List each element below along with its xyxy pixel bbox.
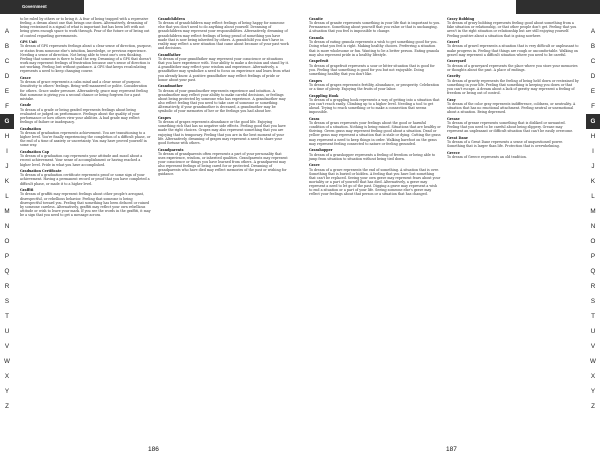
dictionary-entry (158, 17, 290, 50)
entry-body: To dream of grease represents something that is disliked or unwanted. Feeling that you need to be careful about being slippery. Grease may represent an unpleasant or difficult situation that can't be easily overcome. (447, 120, 574, 134)
entry-body: To dream of granite represents something in your life that is important to you. Permanence. Something about yourself that you value or that is unchanging. A situation that you feel is impossible to change. (309, 21, 441, 34)
entry-heading: Grapes (309, 78, 322, 83)
index-letter: U (590, 328, 596, 335)
dictionary-entry (20, 169, 152, 186)
dictionary-entry (447, 117, 579, 134)
dictionary-entry (309, 148, 441, 160)
index-letter: D (4, 73, 10, 80)
index-letter: S (590, 298, 596, 305)
index-letter: O (590, 238, 596, 245)
entry-body: To dream of grace represents a calm mind and a clear sense of purpose. Sensitivity to others' feelings. Being well-mannered or polite. Consideration for others. Grace under pressure. Alternatively, grace may represent feeling that someone is giving you a second chance or being forgiven for a past mistake. (20, 80, 148, 101)
dictionary-entry (447, 17, 579, 38)
entry-heading: Graffiti (20, 188, 34, 193)
entry-body: to be ruled by others or to bring it. A fear of being trapped with a repressive feeling, a dream about one that brings one down. Alternatively, dreaming of being restrained is a signal of what is important but has been left with not being given enough space to work through. Fear of the future or of being out of control regarding governments. (20, 17, 150, 38)
alphabet-index-left (0, 24, 14, 414)
entry-body: To dream of eating granola represents a wish to get something good for you. Doing what you feel is right. Making healthy choices. Preferring a situation that is more wholesome or fun. Wanting to be a better person. Eating granola may also represent pride in a healthy lifestyle. (309, 40, 440, 57)
dictionary-entry (20, 150, 152, 167)
index-letter: X (4, 373, 10, 380)
index-letter: S (4, 298, 10, 305)
entry-body: To dream of grandchildren may reflect feelings of being happy for someone else that you don't need to do anything about yourself. Dreaming of grandchildren may represent your responsibilities. Alternatively, dreaming of grandchildren may reflect feelings of being proud of something you have made that is now being inherited by others. A grandchild you don't have in reality may reflect a new situation that came about because of your past work and decisions. (158, 21, 289, 51)
entry-body: To dream of grapes represents fertility, abundance, or prosperity. Celebration or a time of plenty. Enjoying the fruits of your labor. (309, 82, 440, 91)
entry-body: To dream of a graduation certificate represents proof or some sign of your achievement. Having a permanent record or proof that you have completed a difficult phase, or made it to a higher level. (20, 173, 150, 186)
section-header: Government (0, 0, 84, 14)
entry-body: To dream of your grandfather may represent your conscience or situations that you have experience with. Your ability to make a decision and stand by it. A grandfather may reflect your wisdom and experience. Alternatively, a grandfather may symbolize a need to focus on experience and learn from what you already know. A positive grandfather may reflect feelings of pride or honor about your past. (158, 56, 290, 82)
dictionary-entry (309, 17, 441, 34)
index-letter: Y (590, 388, 596, 395)
entry-heading: Grandmother (158, 84, 183, 89)
entry-heading: Grapefruit (309, 59, 329, 64)
index-letter: O (4, 238, 10, 245)
index-letter: T (591, 313, 595, 320)
entry-heading: GPS Unit (20, 40, 37, 45)
entry-heading: Greece (447, 150, 460, 155)
index-letter: E (4, 88, 10, 95)
entry-body: To dream of graduation represents achievement. You are transitioning to a higher level. You're finally experiencing the completion of a difficult phase, or the end of a time of anxiety or uncertainty. You may have proved yourself in some way. (20, 130, 151, 148)
dictionary-entry (20, 127, 152, 148)
text-column-2 (158, 17, 290, 179)
text-column-4 (447, 17, 579, 162)
index-letter: W (4, 358, 10, 365)
entry-body: To dream of Greece represents an old tradition. (447, 155, 527, 160)
entry-heading: Gray (447, 97, 456, 102)
entry-body: To dream of a graduation cap represents your attitude and mood about a recent achievement. Your sense of accomplishment or having reached a higher level. Pride in what you have accomplished. (20, 154, 143, 167)
entry-heading: Grave (309, 163, 320, 168)
entry-body: To dream of the color gray represents indifference, coldness, or neutrality. A situation that has no emotional attachment. Feeling neutral or unemotional about a situation. Being depressed. (447, 101, 576, 115)
index-letter: V (590, 343, 596, 350)
entry-heading: Grandparents (158, 147, 184, 152)
index-letter: F (591, 103, 595, 110)
entry-body: To dream of grapes represents abundance or the good life. Enjoying something rich that has no negative side effects. Feeling good that you have made the right choices. Grapes may also represent something that you are enjoying that is temporary. Feeling that you are in the best moment of your life. Alternatively, dreaming of grapes may represent a need to share your good fortune with others. (158, 120, 286, 145)
index-letter: M (590, 208, 596, 215)
entry-heading: Grease (447, 116, 460, 121)
entry-body: To dream of gravy bobbing represents feeling good about something from a fake situation or relationship, or that other people don't get. Feeling that you aren't in the right situation or relationship but are still enjoying yourself. Feeling positive about a situation that is going nowhere. (447, 21, 577, 38)
dictionary-entry (158, 148, 290, 177)
entry-heading: Grace (20, 76, 31, 81)
entry-heading: Gravity (447, 74, 461, 79)
entry-heading: Granite (309, 17, 323, 21)
index-letter: A (590, 28, 596, 35)
dictionary-entry (20, 103, 152, 124)
index-letter: J (591, 163, 595, 170)
alphabet-index-right (586, 24, 600, 414)
entry-body: To dream of gravity represents the feeling of being held down or restrained by something in your life. Feeling that something is keeping you down or that you can't escape. A dream about a lack of gravity may represent a feeling of freedom or being out of control. (447, 78, 579, 95)
entry-heading: Grasshopper (309, 148, 333, 153)
entry-body: To dream of a graveyard represents the place where you store your memories or thoughts about the past. A place of endings. (447, 63, 578, 72)
index-letter: D (590, 73, 596, 80)
index-letter: A (4, 28, 10, 35)
entry-body: To dream of gravel represents a situation that is very difficult or unpleasant to make progress in. Feeling that things are rough or uncomfortable. Walking on gravel may represent a difficult situation where you need to be careful. (447, 44, 579, 57)
index-letter: C (590, 58, 596, 65)
dictionary-entry (309, 36, 441, 57)
index-letter: L (5, 193, 9, 200)
entry-heading: Graduation (20, 126, 41, 131)
entry-body: To dream of GPS represents feelings about a clear sense of direction, purpose, or status from someone else's intuition, knowledge, or previous experience. Needing a sense of direction. Not being able to trust one's own thinking. Feeling that someone is there to lead the way. Dreaming of a GPS that doesn't work may represent feelings of frustration because one's sense of direction is not working. Feeling lost without guidance. A GPS that keeps recalculating represents a need to keep changing course. (20, 44, 152, 74)
entry-body: To dream of grass represents your feelings about the good or harmful condition of a situation. Nothing is being ruined. Situations that are healthy or thriving. Green grass may represent feeling good about a situation. Dead or yellow grass may represent a situation that is stale or dying. Cutting the grass may represent a need to keep things in order. Walking barefoot on the grass may represent feeling connected to nature or feeling grounded. (309, 120, 441, 146)
index-letter: W (590, 358, 596, 365)
entry-body: To dream of a grappling hook represents a way of getting into a situation that you can't reach easily. Climbing up to a higher level. Needing a tool to get ahead. Trying to reach something or to make a connection that seems impossible. (309, 97, 440, 115)
dictionary-entry (309, 79, 441, 91)
entry-body: To dream of a grave represents the end of something. A situation that is over. Something that is buried or hidden. A feeling that you have lost something that can't be replaced. Seeing your own grave may represent fears about your mortality or a part of yourself that has died. Alternatively, a grave may represent a need to let go of the past. Digging a grave may represent a wish to end a situation or a part of your life. Seeing someone else's grave may reflect your feelings about that person or a situation that has changed. (309, 167, 441, 197)
dictionary-entry (309, 94, 441, 115)
index-letter: H (4, 133, 10, 140)
index-letter: J (5, 163, 9, 170)
index-letter: X (590, 373, 596, 380)
entry-body: To dream of a grasshopper represents a feeling of freedom or being able to jump from situation to situation without being tied down. (309, 152, 436, 161)
index-letter: C (4, 58, 10, 65)
text-column-1 (20, 17, 152, 220)
entry-body: To dream of grandparents often represents a part of your personality that uses experience, wisdom, or inherited qualities. Grandparents may represent your conscience or things you have learned from others. A grandparent may also represent feelings of being cared for or protected. Dreaming of grandparents who have died may reflect memories of the past or wishing for guidance. (158, 151, 288, 177)
entry-body: To dream of graffiti may represent feelings about other people's arrogant, disrespectful, or rebellious behavior. Feeling that someone is being disrespectful toward you. Feeling that something has been defaced or ruined by someone careless. Alternatively, graffiti may reflect your own rebellious attitude or wish to leave your mark. If you see the words in the graffiti, it may be a sign that you need to get a message across. (20, 192, 151, 218)
dictionary-entry (20, 17, 152, 38)
entry-heading: Grappling Hook (309, 93, 339, 98)
index-letter: N (4, 223, 10, 230)
entry-body: To dream of your grandmother represents experience and intuition. A grandmother may reflect your ability to make careful decisions, or feelings about being protected by someone who has experience. A grandmother may also reflect feeling that you need to take care of someone or something. Alternatively, if your grandmother is deceased, a grandmother may be symbolic of your memories of her or the feelings you had about her. (158, 88, 286, 114)
entry-heading: Grass (309, 116, 320, 121)
index-letter: Q (4, 268, 10, 275)
index-letter: L (591, 193, 595, 200)
index-letter: G (0, 114, 14, 129)
dictionary-entry (447, 74, 579, 95)
index-letter: K (590, 178, 596, 185)
entry-heading: Granola (309, 36, 324, 41)
index-letter: R (590, 283, 596, 290)
dictionary-entry (309, 117, 441, 146)
entry-heading: Grade (20, 103, 32, 108)
entry-heading: Graduation Cap (20, 150, 50, 155)
index-letter: H (590, 133, 596, 140)
entry-body: To dream of a Great Dane represents a sense of unquestioned power. Something that is larger than life. Protection that is overwhelming. (447, 140, 563, 149)
section-header-right (516, 0, 600, 14)
entry-body: To dream of a grade or being graded represents feelings about being evaluated or judged on performance. Feelings about the quality of your performance or how others view your abilities. A bad grade may reflect feelings of failure or inadequacy. (20, 107, 140, 125)
index-letter: K (4, 178, 10, 185)
index-letter: G (586, 114, 600, 129)
dictionary-entry (20, 188, 152, 217)
index-letter: B (590, 43, 596, 50)
index-letter: T (5, 313, 9, 320)
entry-body: To dream of grapefruit represents a sour or bitter situation that is good for you. Feeling that something is good for you but not enjoyable. Doing something healthy that you don't like. (309, 63, 435, 76)
dictionary-entry (447, 59, 579, 71)
dictionary-entry (20, 40, 152, 73)
index-letter: V (4, 343, 10, 350)
page-number-right: 187 (446, 446, 457, 453)
entry-heading: Graveyard (447, 59, 466, 64)
index-letter: Y (4, 388, 10, 395)
entry-heading: Great Dane (447, 135, 468, 140)
index-letter: P (4, 253, 10, 260)
index-letter: Z (591, 403, 595, 410)
index-letter: E (590, 88, 596, 95)
index-letter: I (6, 148, 8, 155)
entry-heading: Grandfather (158, 52, 181, 57)
page-number-left: 186 (148, 446, 159, 453)
dictionary-entry (158, 116, 290, 145)
entry-heading: Grandchildren (158, 17, 185, 21)
dictionary-entry (158, 53, 290, 82)
index-letter: F (5, 103, 9, 110)
dictionary-entry (158, 84, 290, 113)
dictionary-entry (309, 59, 441, 76)
dictionary-entry (447, 98, 579, 115)
index-letter: Z (5, 403, 9, 410)
entry-heading: Gravel (447, 40, 459, 45)
dictionary-entry (20, 76, 152, 101)
index-letter: R (4, 283, 10, 290)
index-letter: M (4, 208, 10, 215)
dictionary-entry (309, 163, 441, 196)
index-letter: N (590, 223, 596, 230)
index-letter: U (4, 328, 10, 335)
dictionary-entry (447, 40, 579, 57)
entry-heading: Grapes (158, 115, 171, 120)
dictionary-entry (447, 151, 579, 159)
entry-heading: Graduation Certificate (20, 169, 62, 174)
index-letter: Q (590, 268, 596, 275)
text-column-3 (309, 17, 441, 199)
index-letter: B (4, 43, 10, 50)
dictionary-entry (447, 136, 579, 148)
entry-heading: Gravy Bobbing (447, 17, 475, 21)
index-letter: I (592, 148, 594, 155)
index-letter: P (590, 253, 596, 260)
